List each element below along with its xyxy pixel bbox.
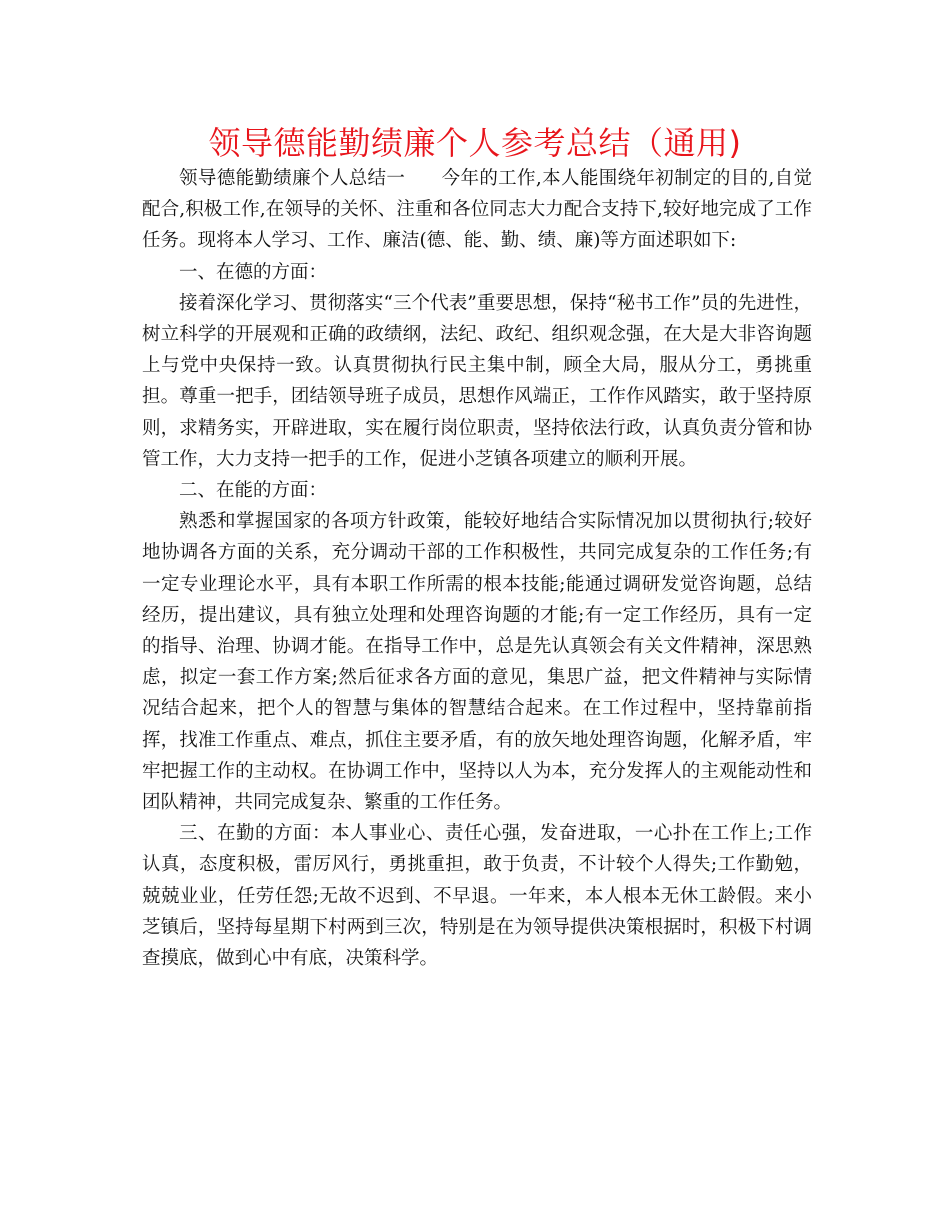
document-body <box>142 163 812 974</box>
section1-heading: 一、在德的方面： <box>179 261 328 283</box>
document-title: 领导德能勤绩廉个人参考总结（通用) <box>208 124 742 162</box>
section1-paragraph: 接着深化学习、贯彻落实“三个代表”重要思想，保持“秘书工作”员的先进性，树立科学的开展观和正确的政绩纲，法纪、政纪、组织观念强，在大是大非咨询题上与党中央保持一致。认真贯彻执行民主集中制，顾全大局，服从分工，勇挑重担。尊重一把手，团结领导班子成员，思想作风端正，工作作风踏实，敢于坚持原则，求精务实，开辟进取，实在履行岗位职责，坚持依法行政，认真负责分管和协管工作，大力支持一把手的工作，促进小芝镇各项建立的顺利开展。 <box>142 292 812 470</box>
intro-heading: 领导德能勤绩廉个人总结一 <box>179 168 406 189</box>
section2-heading: 二、在能的方面： <box>179 480 328 502</box>
intro-paragraph <box>142 163 812 257</box>
section2-paragraph: 熟悉和掌握国家的各项方针政策，能较好地结合实际情况加以贯彻执行;较好地协调各方面的关系，充分调动干部的工作积极性，共同完成复杂的工作任务;有一定专业理论水平，具有本职工作所需的根本技能;能通过调研发觉咨询题，总结经历，提出建议，具有独立处理和处理咨询题的才能;有一定工作经历，具有一定的指导、治理、协调才能。在指导工作中，总是先认真领会有关文件精神，深思熟虑，拟定一套工作方案;然后征求各方面的意见，集思广益，把文件精神与实际情况结合起来，把个人的智慧与集体的智慧结合起来。在工作过程中，坚持靠前指挥，找准工作重点、难点，抓住主要矛盾，有的放矢地处理咨询题，化解矛盾，牢牢把握工作的主动权。在协调工作中，坚持以人为本，充分发挥人的主观能动性和团队精神，共同完成复杂、繁重的工作任务。 <box>142 511 812 814</box>
intro-text: 今年的工作,本人能围绕年初制定的目的,自觉配合,积极工作,在领导的关怀、注重和各位同志大力配合支持下,较好地完成了工作任务。现将本人学习、工作、廉洁(德、能、勤、绩、廉)等方面述职如下: <box>142 168 812 252</box>
section3-paragraph: 三、在勤的方面：本人事业心、责任心强，发奋进取，一心扑在工作上;工作认真，态度积极，雷厉风行，勇挑重担，敢于负责，不计较个人得失;工作勤勉，兢兢业业，任劳任怨;无故不迟到、不早退。一年来，本人根本无休工龄假。来小芝镇后，坚持每星期下村两到三次，特别是在为领导提供决策根据时，积极下村调查摸底，做到心中有底，决策科学。 <box>142 823 812 970</box>
